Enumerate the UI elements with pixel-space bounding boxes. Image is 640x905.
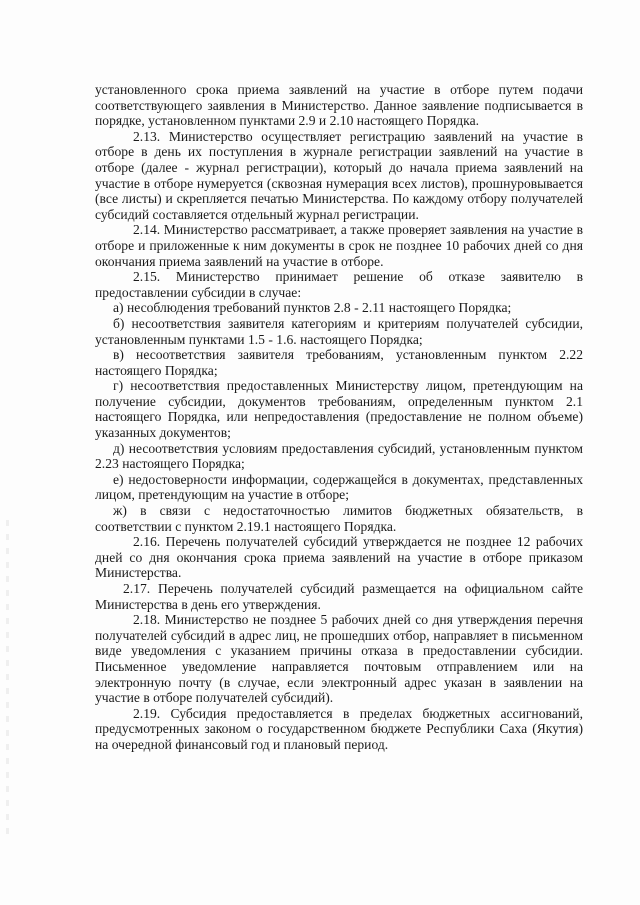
paragraph-2-14: 2.14. Министерство рассматривает, а также проверяет заявления на участие в отборе и приложенные к ним документы в срок не позднее 10 рабочих дней со дня окончания приема заявлений на участие в отборе. bbox=[95, 222, 583, 269]
paragraph-2-15: 2.15. Министерство принимает решение об отказе заявителю в предоставлении субсидии в случае: bbox=[95, 269, 583, 300]
list-item-b: б) несоответствия заявителя категориям и критериям получателей субсидии, установленным пунктами 1.5 - 1.6. настоящего Порядка; bbox=[95, 315, 583, 347]
paragraph-2-16: 2.16. Перечень получателей субсидий утверждается не позднее 12 рабочих дней со дня окончания срока приема заявлений на участие в отборе приказом Министерства. bbox=[95, 534, 583, 581]
list-item-d: д) несоответствия условиям предоставления субсидий, установленным пунктом 2.23 настоящего Порядка; bbox=[95, 440, 583, 472]
list-item-a: а) несоблюдения требований пунктов 2.8 - 2.11 настоящего Порядка; bbox=[113, 300, 512, 316]
paragraph-2-18: 2.18. Министерство не позднее 5 рабочих дней со дня утверждения перечня получателей субсидий в адрес лиц, не прошедших отбор, направляет в письменном виде уведомления с указанием причины отказа в предоставлении субсидии. Письменное уведомление направляется почтовым отправлением или на электронную почту (в случае, если электронный адрес указан в заявлении на участие в отборе получателей субсидий). bbox=[95, 612, 583, 706]
paragraph-2-13: 2.13. Министерство осуществляет регистрацию заявлений на участие в отборе в день их поступления в журнале регистрации заявлений на участие в отборе (далее - журнал регистрации), который до начала приема заявлений на участие в отборе нумеруется (сквозная нумерация всех листов), прошнуровывается (все листы) и скрепляется печатью Министерства. По каждому отбору получателей субсидий составляется отдельный журнал регистрации. bbox=[95, 128, 583, 222]
list-item-zh: ж) в связи с недостаточностью лимитов бюджетных обязательств, в соответствии с пунктом 2.19.1 настоящего Порядка. bbox=[95, 503, 583, 534]
paragraph-2-19: 2.19. Субсидия предоставляется в пределах бюджетных ассигнований, предусмотренных законом о государственном бюджете Республики Саха (Якутия) на очередной финансовый год и плановый период. bbox=[95, 705, 583, 752]
document-body bbox=[95, 82, 583, 753]
paragraph-continuation: установленного срока приема заявлений на участие в отборе путем подачи соответствующего заявления в Министерство. Данное заявление подписывается в порядке, установленном пунктами 2.9 и 2.10 настоящего Порядка. bbox=[95, 82, 583, 129]
paragraph-2-17: 2.17. Перечень получателей субсидий размещается на официальном сайте Министерства в день его утверждения. bbox=[95, 581, 583, 612]
scan-edge-artifact bbox=[6, 520, 9, 840]
list-item-v: в) несоответствия заявителя требованиям, установленным пунктом 2.22 настоящего Порядка; bbox=[95, 347, 583, 378]
list-item-e: е) недостоверности информации, содержащейся в документах, представленных лицом, претендующим на участие в отборе; bbox=[95, 471, 583, 503]
list-item-g: г) несоответствия предоставленных Министерству лицом, претендующим на получение субсидии, документов требованиям, определенным пунктом 2.1 настоящего Порядка, или непредоставления (предоставление не полном объеме) указанных документов; bbox=[95, 378, 583, 441]
